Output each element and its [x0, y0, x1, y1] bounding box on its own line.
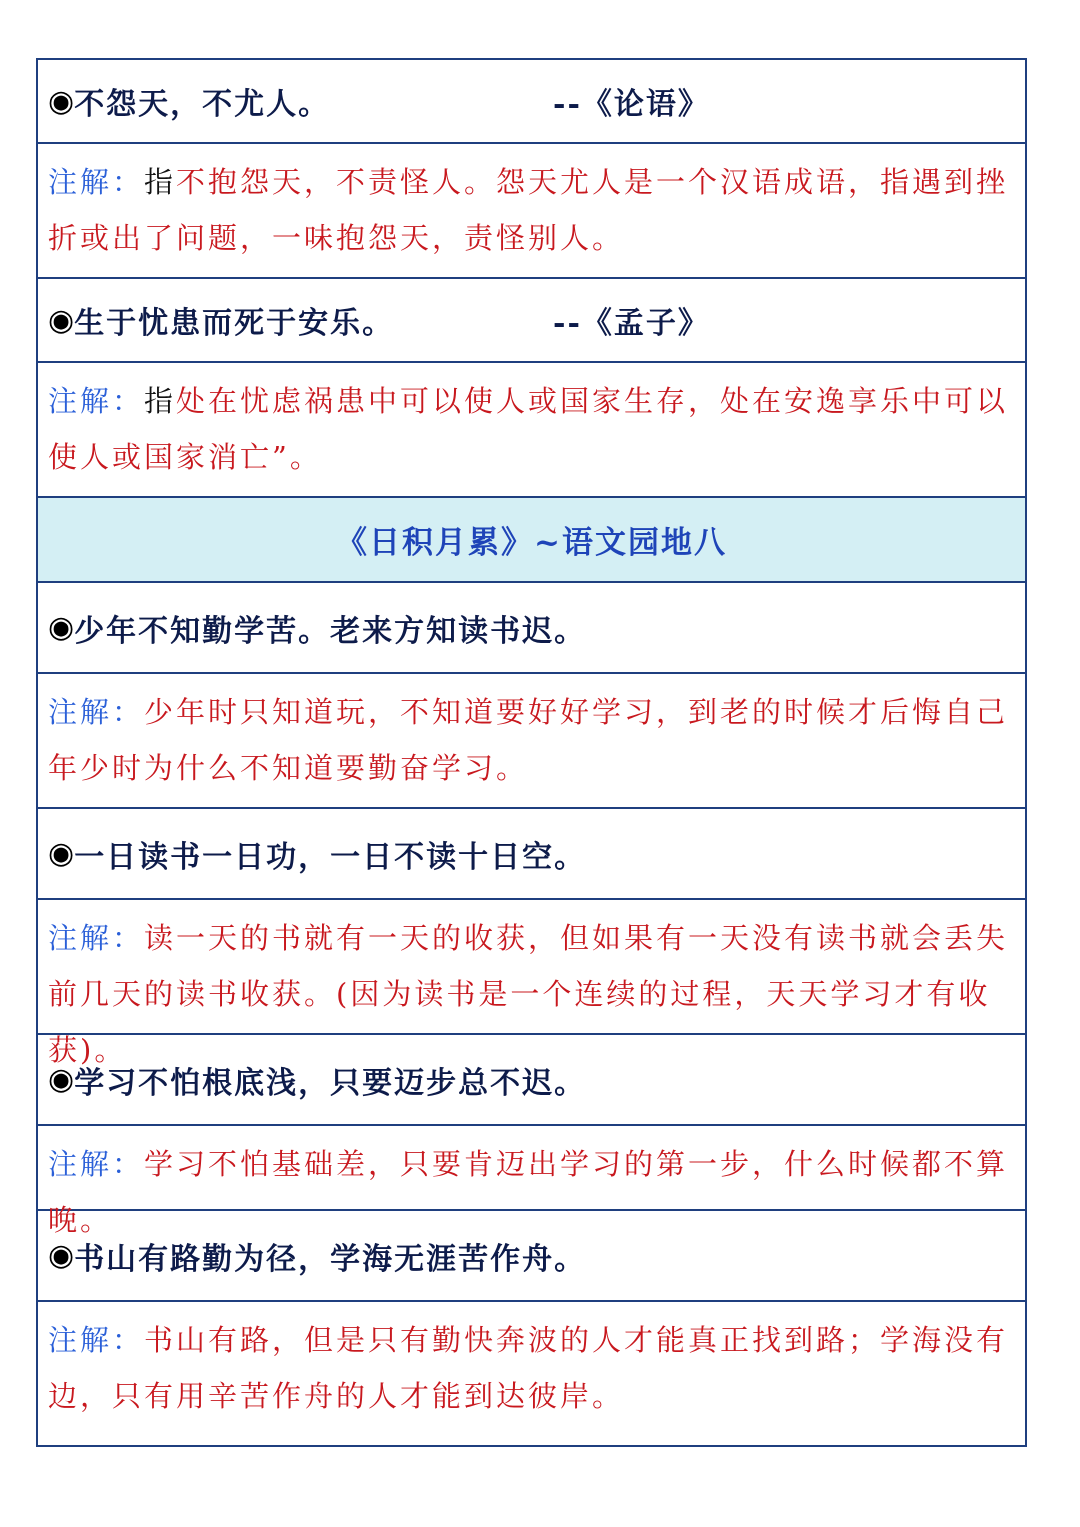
quote-text: 不怨天，不尤人。	[74, 87, 331, 122]
quote-row	[38, 279, 1025, 363]
quote-text: 少年不知勤学苦。老来方知读书迟。	[74, 613, 587, 649]
note-row	[38, 1126, 1025, 1237]
bullet-icon: ◉	[48, 610, 75, 645]
note-label: 注解：	[48, 1147, 145, 1181]
note-label: 注解：	[48, 1323, 145, 1357]
note-text: 不抱怨天，不责怪人。怨天尤人是一个汉语成语，指遇到挫折或出了问题，一味抱怨天，责怪别人。	[48, 165, 1009, 255]
note-label: 注解：	[48, 384, 145, 418]
bullet-icon: ◉	[48, 302, 75, 338]
note-row	[38, 363, 1025, 498]
note-row	[38, 674, 1025, 809]
note-text: 处在忧虑祸患中可以使人或国家生存，处在安逸享乐中可以使人或国家消亡”。	[48, 384, 1009, 474]
idiom-table	[36, 58, 1027, 1447]
bullet-icon: ◉	[48, 83, 75, 119]
quote-row	[38, 809, 1025, 900]
bullet-icon: ◉	[48, 836, 75, 871]
note-prefix: 指	[144, 165, 177, 199]
note-text: 读一天的书就有一天的收获，但如果有一天没有读书就会丢失前几天的读书收获。(因为读书是一个连续的过程，天天学习才有收获)。	[48, 921, 1009, 1067]
quote-row	[38, 583, 1025, 674]
section-header	[38, 498, 1025, 583]
quote-text: 学习不怕根底浅，只要迈步总不迟。	[74, 1065, 587, 1101]
note-row	[38, 1302, 1025, 1445]
quote-source: --《孟子》	[553, 306, 710, 341]
note-text: 书山有路，但是只有勤快奔波的人才能真正找到路；学海没有边，只有用辛苦作舟的人才能到达彼岸。	[48, 1323, 1009, 1413]
quote-text: 生于忧患而死于安乐。	[74, 306, 395, 341]
note-label: 注解：	[48, 165, 145, 199]
bullet-icon: ◉	[48, 1238, 75, 1273]
quote-row	[38, 60, 1025, 144]
quote-text: 一日读书一日功，一日不读十日空。	[74, 839, 587, 875]
note-label: 注解：	[48, 921, 145, 955]
note-text: 少年时只知道玩，不知道要好好学习，到老的时候才后悔自己年少时为什么不知道要勤奋学习。	[48, 695, 1009, 785]
quote-text: 书山有路勤为径，学海无涯苦作舟。	[74, 1241, 587, 1277]
note-prefix: 指	[144, 384, 177, 418]
quote-row	[38, 1211, 1025, 1302]
note-row	[38, 900, 1025, 1067]
note-row	[38, 144, 1025, 279]
quote-source: --《论语》	[553, 87, 710, 122]
quote-row	[38, 1035, 1025, 1126]
bullet-icon: ◉	[48, 1062, 75, 1097]
note-label: 注解：	[48, 695, 145, 729]
note-text: 学习不怕基础差，只要肯迈出学习的第一步，什么时候都不算晚。	[48, 1147, 1009, 1237]
section-title: 《日积月累》~语文园地八	[336, 525, 727, 561]
